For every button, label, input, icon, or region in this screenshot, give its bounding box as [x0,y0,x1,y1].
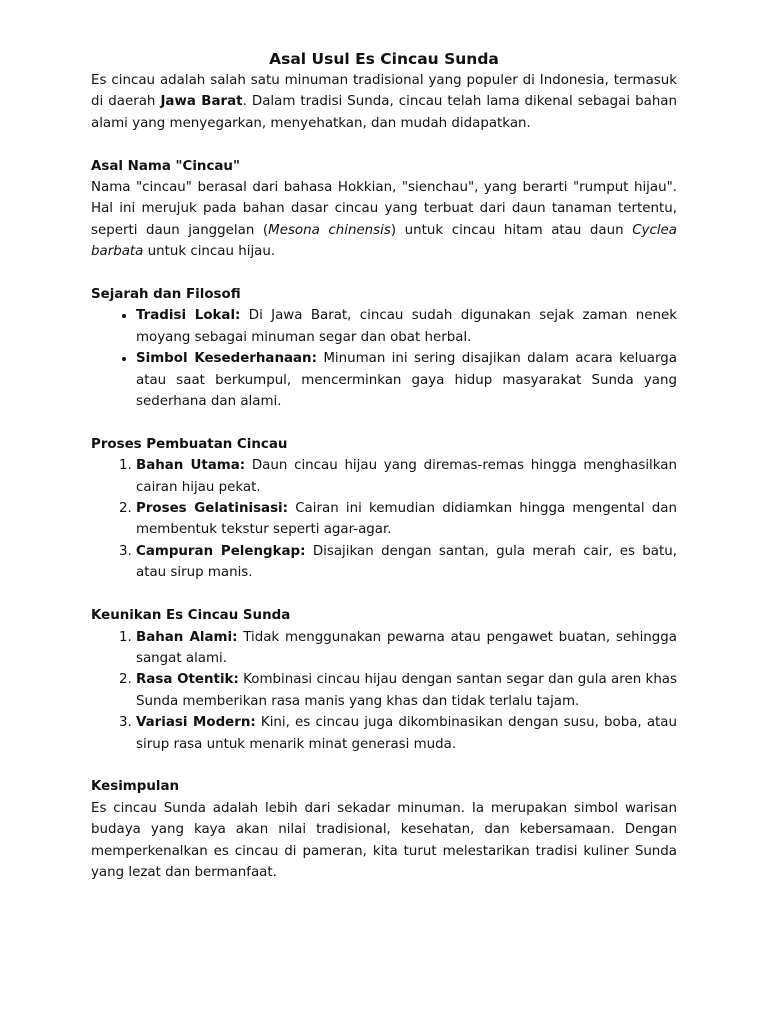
list-item-label: Rasa Otentik: [136,672,239,688]
spacer [91,584,677,605]
list-item-text: Disajikan dengan santan, gula merah cair, es batu, atau sirup manis. [136,543,678,581]
intro-bold-region: Jawa Barat [160,94,243,110]
species-name-1: Mesona chinensis [268,222,391,238]
spacer [91,263,677,284]
document-title: Asal Usul Es Cincau Sunda [269,50,499,68]
list-item [136,669,677,712]
list-item-text: Daun cincau hijau yang diremas-remas hingga menghasilkan cairan hijau pekat. [136,458,677,495]
spacer [91,412,677,433]
asal-nama-text-2: ) untuk cincau hitam atau daun [390,222,633,238]
list-item [136,348,677,412]
intro-text-1: Es cincau adalah salah satu minuman tradisional yang populer di Indonesia, termasuk di daerah [91,73,677,110]
document-page [91,48,677,883]
kesimpulan-paragraph: Es cincau Sunda adalah lebih dari sekadar minuman. Ia merupakan simbol warisan budaya yang kaya akan nilai tradisional, kesehatan, dan kebersamaan. Dengan memperkenalkan es cincau di pameran, kita turut melestarikan tradisi kuliner Sunda yang lezat dan bermanfaat. [91,800,677,880]
spacer [91,134,677,155]
list-item [136,498,677,541]
section-heading-kesimpulan: Kesimpulan [91,779,180,795]
list-item-label: Bahan Alami: [136,629,238,645]
list-item-label: Variasi Modern: [136,715,256,731]
intro-paragraph [91,70,677,134]
list-item-label: Campuran Pelengkap: [136,543,306,559]
proses-numbered-list [91,455,677,583]
list-item-text: Kini, es cincau juga dikombinasikan dengan susu, boba, atau sirup rasa untuk menarik minat generasi muda. [136,715,678,752]
list-item [136,541,677,584]
asal-nama-text-3: untuk cincau hijau. [143,244,276,260]
list-item-label: Tradisi Lokal: [136,308,241,324]
spacer [91,755,677,776]
list-item-text: Minuman ini sering disajikan dalam acara keluarga atau saat berkumpul, mencerminkan gaya hidup masyarakat Sunda yang sederhana dan alami. [136,351,677,410]
list-item-label: Bahan Utama: [136,458,246,474]
intro-text-2: . Dalam tradisi Sunda, cincau telah lama dikenal sebagai bahan alami yang menyegarkan, menyehatkan, dan mudah didapatkan. [91,94,678,131]
section-heading-asal-nama: Asal Nama "Cincau" [91,158,240,174]
section-heading-proses: Proses Pembuatan Cincau [91,436,288,452]
asal-nama-paragraph [91,177,677,263]
list-item [136,455,677,498]
list-item-label: Proses Gelatinisasi: [136,501,288,517]
list-item [136,712,677,755]
asal-nama-text-1: Nama "cincau" berasal dari bahasa Hokkian, "sienchau", yang berarti "rumput hijau". Hal ini merujuk pada bahan dasar cincau yang terbuat dari daun tanaman tertentu, seperti daun janggelan ( [91,180,677,238]
species-name-2: Cyclea barbata [91,222,678,260]
section-heading-keunikan: Keunikan Es Cincau Sunda [91,608,291,624]
list-item [136,305,677,348]
list-item-text: Kombinasi cincau hijau dengan santan segar dan gula aren khas Sunda memberikan rasa manis yang khas dan tidak terlalu tajam. [136,672,677,709]
section-heading-sejarah: Sejarah dan Filosofi [91,287,241,303]
list-item-text: Tidak menggunakan pewarna atau pengawet buatan, sehingga sangat alami. [136,629,677,666]
list-item-text: Cairan ini kemudian didiamkan hingga mengental dan membentuk tekstur seperti agar-agar. [136,501,677,538]
list-item-text: Di Jawa Barat, cincau sudah digunakan sejak zaman nenek moyang sebagai minuman segar dan obat herbal. [136,308,677,345]
list-item-label: Simbol Kesederhanaan: [136,351,317,367]
sejarah-bullet-list [91,305,677,412]
keunikan-numbered-list [91,627,677,755]
list-item [136,627,677,670]
